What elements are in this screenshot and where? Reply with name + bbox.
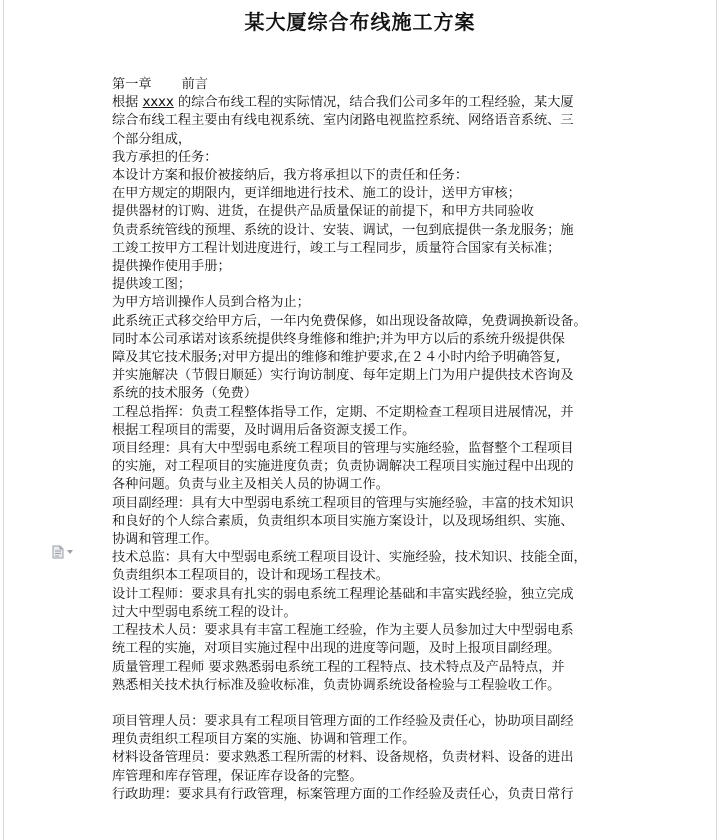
body-line: 工程技术人员：要求具有丰富工程施工经验，作为主要人员参加过大中型弱电系 (112, 623, 574, 639)
body-line: 项目副经理：具有大中型弱电系统工程项目的管理与实施经验，丰富的技术知识 (112, 495, 574, 511)
body-line: 个部分组成， (112, 131, 192, 147)
body-line: 提供竣工图； (112, 277, 192, 293)
body-line: 障及其它技术服务;对甲方提出的维修和维护要求,在２４小时内给予明确答复, (112, 350, 561, 366)
body-line: 质量管理工程师 要求熟悉弱电系统工程的工程特点、技术特点及产品特点，并 (112, 659, 565, 675)
document-title: 某大厦综合布线施工方案 (244, 10, 476, 34)
body-line: 统工程的实施，对项目实施过程中出现的进度等问题，及时上报项目副经理。 (112, 641, 561, 657)
page-edge-left (3, 0, 4, 840)
document-icon (52, 545, 64, 559)
body-line: 项目经理：具有大中型弱电系统工程项目的管理与实施经验，监督整个工程项目 (112, 441, 574, 457)
body-line: 过大中型弱电系统工程的设计。 (112, 604, 297, 620)
document-comment-icon[interactable] (52, 544, 92, 560)
body-line: 提供操作使用手册； (112, 259, 231, 275)
body-line: 为甲方培训操作人员到合格为止； (112, 295, 310, 311)
document-body (112, 76, 612, 804)
placeholder-name: xxxx (142, 95, 174, 111)
body-line: 并实施解决（节假日顺延）实行询访制度、每年定期上门为用户提供技术咨询及 (112, 368, 574, 384)
body-line: 我方承担的任务： (112, 149, 218, 165)
body-line: 负责组织本工程项目的，设计和现场工程技术。 (112, 568, 389, 584)
body-line: 行政助理：要求具有行政管理，标案管理方面的工作经验及责任心，负责日常行 (112, 786, 574, 802)
body-line: 设计工程师：要求具有扎实的弱电系统工程理论基础和丰富实践经验，独立完成 (112, 586, 574, 602)
body-line: 根据工程项目的需要，及时调用后备资源支援工作。 (112, 422, 416, 438)
body-line: 根据 xxxx 的综合布线工程的实际情况，结合我们公司多年的工程经验，某大厦 (112, 95, 574, 111)
body-line: 工程总指挥：负责工程整体指导工作，定期、不定期检查工程项目进展情况，并 (112, 404, 574, 420)
body-line: 同时本公司承诺对该系统提供终身维修和维护;并为甲方以后的系统升级提供保 (112, 331, 565, 347)
body-line: 协调和管理工作。 (112, 532, 218, 548)
chapter-heading (112, 76, 612, 94)
body-line: 项目管理人员：要求具有工程项目管理方面的工作经验及责任心，协助项目副经 (112, 713, 574, 729)
body-line: 的实施，对工程项目的实施进度负责；负责协调解决工程项目实施过程中出现的 (112, 459, 574, 475)
body-line: 理负责组织工程项目方案的实施、协调和管理工作。 (112, 732, 416, 748)
body-line: 提供器材的订购、进货，在提供产品质量保证的前提下，和甲方共同验收 (112, 204, 534, 220)
body-line: 和良好的个人综合素质，负责组织本项目实施方案设计，以及现场组织、实施、 (112, 513, 574, 529)
page-edge-right (716, 0, 717, 840)
body-line: 熟悉相关技术执行标准及验收标准，负责协调系统设备检验与工程验收工作。 (112, 677, 561, 693)
body-line: 各种问题。负责与业主及相关人员的协调工作。 (112, 477, 389, 493)
chapter-number: 第一章 (112, 77, 152, 92)
body-line: 在甲方规定的期限内，更详细地进行技术、施工的设计，送甲方审核； (112, 186, 521, 202)
body-line: 本设计方案和报价被接纳后，我方将承担以下的责任和任务： (112, 168, 469, 184)
body-line: 综合布线工程主要由有线电视系统、室内闭路电视监控系统、网络语音系统、三 (112, 113, 574, 129)
chapter-name: 前言 (181, 77, 208, 92)
chevron-down-icon (67, 550, 73, 554)
blank-line (112, 695, 612, 713)
body-line: 系统的技术服务（免费） (112, 386, 258, 402)
body-line: 库管理和库存管理，保证库存设备的完整。 (112, 768, 363, 784)
body-line: 技术总监：具有大中型弱电系统工程项目设计、实施经验，技术知识、技能全面， (112, 550, 587, 566)
body-line: 负责系统管线的预埋、系统的设计、安装、调试，一包到底提供一条龙服务；施 (112, 222, 574, 238)
body-line: 材料设备管理员：要求熟悉工程所需的材料、设备规格，负责材料、设备的进出 (112, 750, 574, 766)
body-line: 此系统正式移交给甲方后，一年内免费保修，如出现设备故障，免费调换新设备。 (112, 313, 587, 329)
body-line: 工竣工按甲方工程计划进度进行，竣工与工程同步，质量符合国家有关标准； (112, 240, 561, 256)
